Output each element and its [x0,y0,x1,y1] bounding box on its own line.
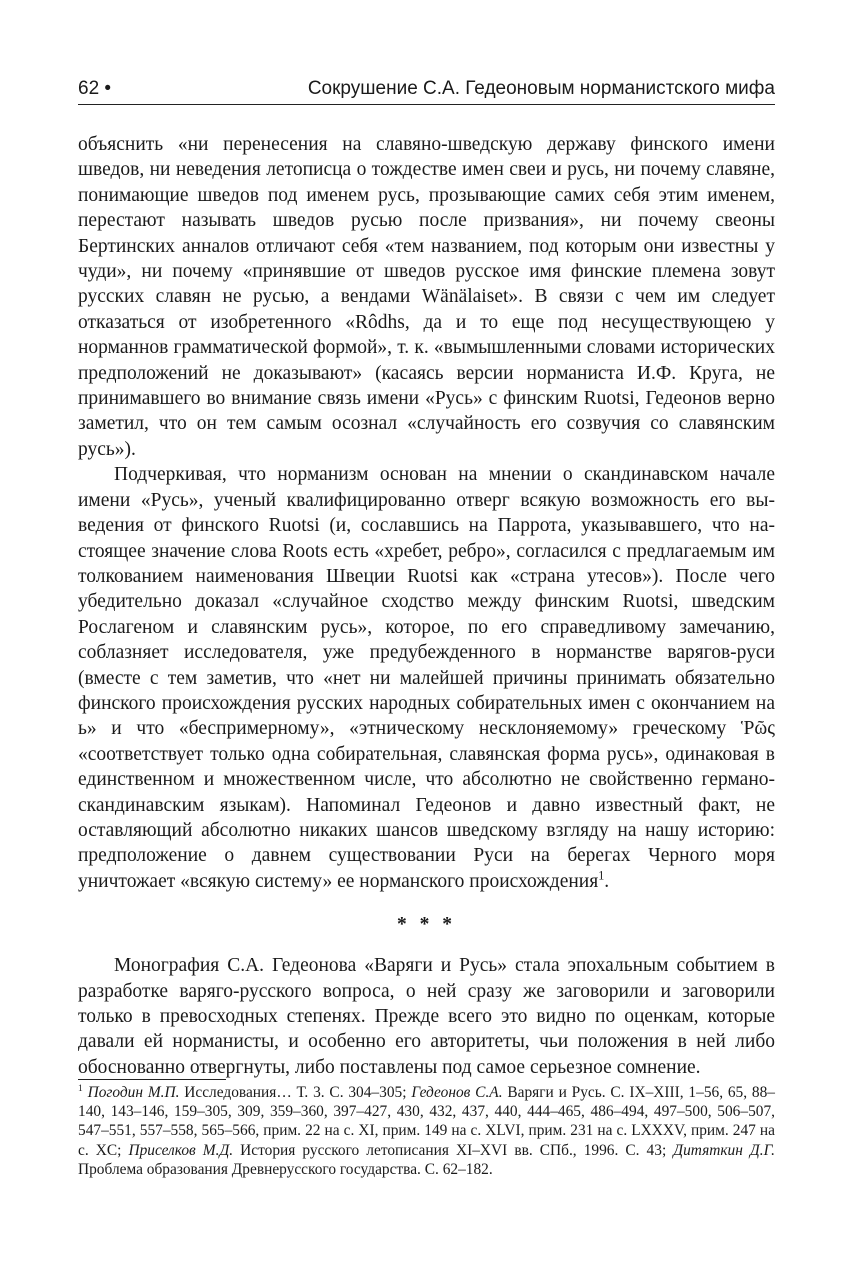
section-separator: * * * [397,914,456,936]
page-number: 62 • [78,78,112,99]
footnote-reference: 1 [598,868,605,883]
header-rule [78,104,775,105]
footnote-mark: 1 [78,1082,83,1094]
footnote-author-2: Гедеонов С.А. [411,1084,503,1101]
paragraph-1: объяснить «ни перенесения на славяно-шведскую державу финского имени шведов, ни неведения летописца о тождестве имен свеи и русь, ни почему славяне, понимающие шведов под именем русь, прозывающие самих себя этим именем, перестают называть шведов русью после призвания», ни почему свеоны Бертинских анналов отличают себя «тем названием, под которым они известны у чуди», ни почему «принявшие от шведов русское имя финские племена зовут русских славян не русью, а вендами Wänälaiset». В связи с чем им следует отказаться от изобретенного «Rôdhs, да и то еще под несуществующею у норманнов грамматической формой», т. к. «вымышленными словами исторических предположений не доказывают» (касаясь версии норманиста И.Ф. Круга, не принимавшего во внимание связь имени «Русь» с финским Ruotsi, Гедеонов верно заметил, что он тем самым осознал «случайность его созвучия со славянским русь»). [78,134,775,460]
running-title: Сокрушение С.А. Гедеоновым норманистского мифа [307,78,775,99]
footnote-author-3: Приселков М.Д. [128,1141,234,1159]
footnote: $^1$ Погодин М.П. Исследования… Т. 3. С. 304–305; Гедеонов С.А. Варяги и Русь. С. IX–XIII, 1–56, 65, 88–140, 143–146, 159–305, 309, 359–360, 397–427, 430, 432, 437, 440, 444–465, 486–494, 497–500, 506–507, 547–551, 557–558, 565–566, прим. 22 на с. XI, прим. 149 на с. XLVI, прим. 231 на с. LXXXV, прим. 247 на с. XC; Приселков М.Д. История русского летописания XI–XVI вв. СПб., 1996. С. 43; Дитяткин Д.Г. Проблема образования Древнерусского государства. С. 62–182. [78,1082,776,1178]
footnote-rule [78,1079,226,1080]
paragraph-2: Подчеркивая, что норманизм основан на мнении о скандинавском начале имени «Русь», ученый квалифицированно отверг всякую возможность его выведения от финского Ruotsi (и, сославшись на Паррота, указывавшего, что настоящее значение слова Roots есть «хребет, ребро», согласился с предлагаемым им толкованием наименования Швеции Ruotsi как «страна утесов»). После чего убедительно доказал «случайное сходство между финским Ruotsi, шведским Рослагеном и славянским русь», которое, по его справедливому замечанию, соблазняет исследователя, уже предубежденного в норманстве варягов-руси (вместе с тем заметив, что «нет ни малейшей причины принимать обязательно финского происхождения русских народных собирательных имен с окончанием на ь» и что «беспримерному», «этническому несклоняемому» греческому Ῥῶς «соответствует только одна собирательная, славянская форма русь», одинаковая в единственном и множественном числе, что абсолютно не свойственно германо-скандинавским языкам). Напоминал Гедеонов и давно известный факт, не оставляющий абсолютно никаких шансов шведскому взгляду на нашу историю: предположение о давнем существовании Руси на берегах Черного моря уничтожает «всякую систему» ее норманского происхождения$^1$. [78,464,775,892]
paragraph-3: Монография С.А. Гедеонова «Варяги и Русь» стала эпохальным событием в разработке варяго-русского вопроса, о ней сразу же заговорили и заговорили только в превосходных степенях. Прежде всего это видно по оценкам, которые давали ей норманисты, и особенно его авторитеты, чьи положения в ней либо обоснованно отвергнуты, либо поставлены под самое серьезное сомнение. [78,955,775,1078]
running-header [78,74,775,104]
paragraph-2-text: Подчеркивая, что норманизм основан на мнении о скандинавском начале имени «Русь», ученый квалифицированно отверг всякую возможность его выведения от финского Ruotsi (и, сославшись на Паррота, указывавшего, что настоящее значение слова Roots есть «хребет, ребро», согласился с предлагаемым им толкованием наименования Швеции Ruotsi как «страна утесов»). После чего убедительно доказал «случайное сходство между финским Ruotsi, шведским Рослагеном и славянским русь», которое, по его справедливому замечанию, соблазняет исследователя, уже предубежденного в норманстве варягов-руси (вместе с тем заметив, что «нет ни малейшей причины принимать обязательно финского происхождения русских народных собирательных имен с окончанием на ь» и что «беспримерному», «этническому несклоняемому» греческому Ῥῶς «соответствует только одна собирательная, славянская форма русь», одинаковая в единственном и множественном числе, что абсолютно не свойственно германо-скандинавским языкам). Напоминал Гедеонов и давно известный факт, не оставляющий абсолютно никаких шансов шведскому взгляду на нашу историю: предположение о давнем существовании Руси на берегах Черного моря уничтожает «всякую систему» ее норманского происхождения [78,464,775,892]
footnote-author-4: Дитяткин Д.Г. [673,1141,776,1159]
main-text [78,132,775,1080]
footnote-author-1: Погодин М.П. [87,1084,180,1101]
